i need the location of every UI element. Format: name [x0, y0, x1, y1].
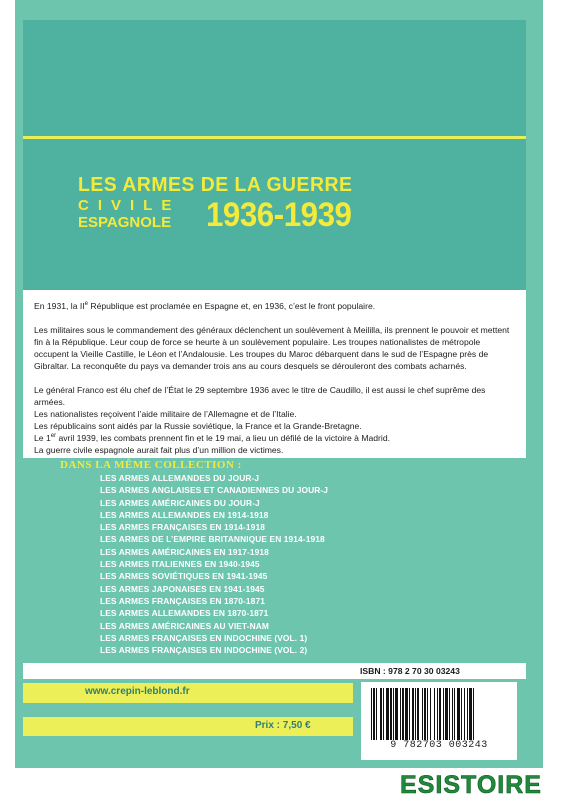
barcode-number: 9 782703 003243 — [390, 740, 488, 751]
barcode-bar — [405, 688, 408, 740]
barcode-bar — [457, 688, 460, 740]
title-panel — [23, 20, 526, 290]
intro-p3-line-3: Les républicains sont aidés par la Russie soviétique, la France et la Grande-Bretagne. — [34, 421, 362, 431]
barcode-bar — [373, 688, 375, 740]
barcode-bar — [412, 688, 414, 740]
intro-p3-l4-end: avril 1939, les combats prennent fin et le 19 mai, a lieu un défilé de la victoire à Madrid. — [56, 433, 390, 443]
title-years: 1936-1939 — [206, 196, 352, 234]
barcode-icon — [369, 688, 511, 740]
intro-p3-line-5: La guerre civile espagnole aurait fait plus d’un million de victimes. — [34, 445, 284, 455]
collection-item: LES ARMES ALLEMANDES EN 1870-1871 — [100, 608, 269, 619]
barcode-bar — [424, 688, 426, 740]
svg-text:ESISTOIRE: ESISTOIRE — [400, 771, 542, 798]
collection-item: LES ARMES AMÉRICAINES EN 1917-1918 — [100, 546, 269, 557]
intro-p3-line-2: Les nationalistes reçoivent l’aide militaire de l’Allemagne et de l’Italie. — [34, 409, 297, 419]
publisher-logo — [383, 770, 559, 798]
intro-paragraph-3 — [34, 384, 514, 456]
barcode-bar — [383, 688, 384, 740]
intro-p1-text-end: République est proclamée en Espagne et, en 1936, c’est le front populaire. — [88, 301, 376, 311]
intro-p1-text: En 1931, la II — [34, 301, 85, 311]
collection-item: LES ARMES JAPONAISES EN 1941-1945 — [100, 583, 265, 594]
collection-item: LES ARMES ALLEMANDES EN 1914-1918 — [100, 509, 269, 520]
barcode-bar — [437, 688, 438, 740]
barcode-bar — [390, 688, 392, 740]
yellow-stripe — [23, 136, 526, 139]
barcode-bar — [449, 688, 450, 740]
barcode-bar — [393, 688, 394, 740]
intro-paragraph-1 — [34, 300, 514, 312]
barcode-bar — [461, 688, 462, 740]
title-line-3: ESPAGNOLE — [78, 214, 172, 231]
barcode-bar — [467, 688, 468, 740]
intro-p3-l4-sup: er — [50, 433, 57, 440]
collection-item: LES ARMES FRANÇAISES EN 1914-1918 — [100, 522, 265, 533]
collection-item: LES ARMES FRANÇAISES EN INDOCHINE (VOL. 2) — [100, 645, 308, 656]
barcode-bar — [439, 688, 441, 740]
barcode-bar — [434, 688, 435, 740]
barcode-bar — [400, 688, 401, 740]
barcode-bar — [409, 688, 410, 740]
barcode-bar — [422, 688, 423, 740]
isbn-text: ISBN : 978 2 70 30 03243 — [360, 666, 460, 676]
barcode-bar — [443, 688, 444, 740]
barcode-box — [361, 682, 517, 760]
barcode-bar — [464, 688, 465, 740]
collection-item: LES ARMES FRANÇAISES EN 1870-1871 — [100, 595, 265, 606]
barcode-bar — [427, 688, 428, 740]
collection-item: LES ARMES SOVIÉTIQUES EN 1941-1945 — [100, 571, 268, 582]
barcode-bar — [415, 688, 416, 740]
barcode-bar — [380, 688, 382, 740]
barcode-bar — [473, 688, 474, 740]
esistoire-logo-icon — [383, 770, 559, 798]
website-link[interactable]: www.crepin-leblond.fr — [85, 686, 190, 697]
barcode-bar — [469, 688, 472, 740]
barcode-bar — [430, 688, 431, 740]
collection-item: LES ARMES ANGLAISES ET CANADIENNES DU JOUR-J — [100, 485, 329, 496]
intro-p3-line-1: Le général Franco est élu chef de l’État le 29 septembre 1936 avec le titre de Caudillo, il est aussi le chef suprême des armées. — [34, 385, 486, 407]
collection-item: LES ARMES ALLEMANDES DU JOUR-J — [100, 473, 260, 483]
collection-item: LES ARMES AMÉRICAINES AU VIET-NAM — [100, 620, 269, 631]
collection-heading: DANS LA MÊME COLLECTION : — [60, 459, 242, 471]
barcode-bar — [452, 688, 453, 740]
barcode-bar — [371, 688, 372, 740]
collection-item: LES ARMES FRANÇAISES EN INDOCHINE (VOL. 1) — [100, 632, 308, 643]
price-label: Prix : 7,50 € — [255, 720, 311, 731]
intro-paragraph-2: Les militaires sous le commandement des généraux déclenchent un soulèvement à Meililla, ils prennent le pouvoir et mettent fin à la République. Leur coup de force se heurte à un soulèvement populaire. Les troupes nationalistes de métropole occupent la Vieille Castille, le Léon et l’Andalousie. Les troupes du Maroc débarquent dans le sud de l’Espagne près de Gibraltar. La reconquête du pays va demander trois ans au cours desquels se dérouleront des combats acharnés. — [34, 325, 510, 371]
collection-list — [100, 472, 328, 656]
collection-item: LES ARMES AMÉRICAINES DU JOUR-J — [100, 497, 260, 508]
barcode-bar — [454, 688, 455, 740]
title-line-2: CIVILE — [78, 197, 181, 214]
barcode-bar — [445, 688, 448, 740]
collection-item: LES ARMES DE L’EMPIRE BRITANNIQUE EN 1914-1918 — [100, 534, 325, 545]
barcode-bar — [376, 688, 377, 740]
barcode-bar — [402, 688, 404, 740]
barcode-bar — [395, 688, 398, 740]
intro-p1-sup: e — [84, 301, 88, 308]
title-line-1: LES ARMES DE LA GUERRE — [78, 174, 353, 196]
intro-p3-l4-start: Le 1 — [34, 433, 51, 443]
barcode-bar — [417, 688, 419, 740]
intro-p3-line-4 — [34, 432, 514, 444]
barcode-bar — [386, 688, 389, 740]
collection-item: LES ARMES ITALIENNES EN 1940-1945 — [100, 559, 260, 570]
